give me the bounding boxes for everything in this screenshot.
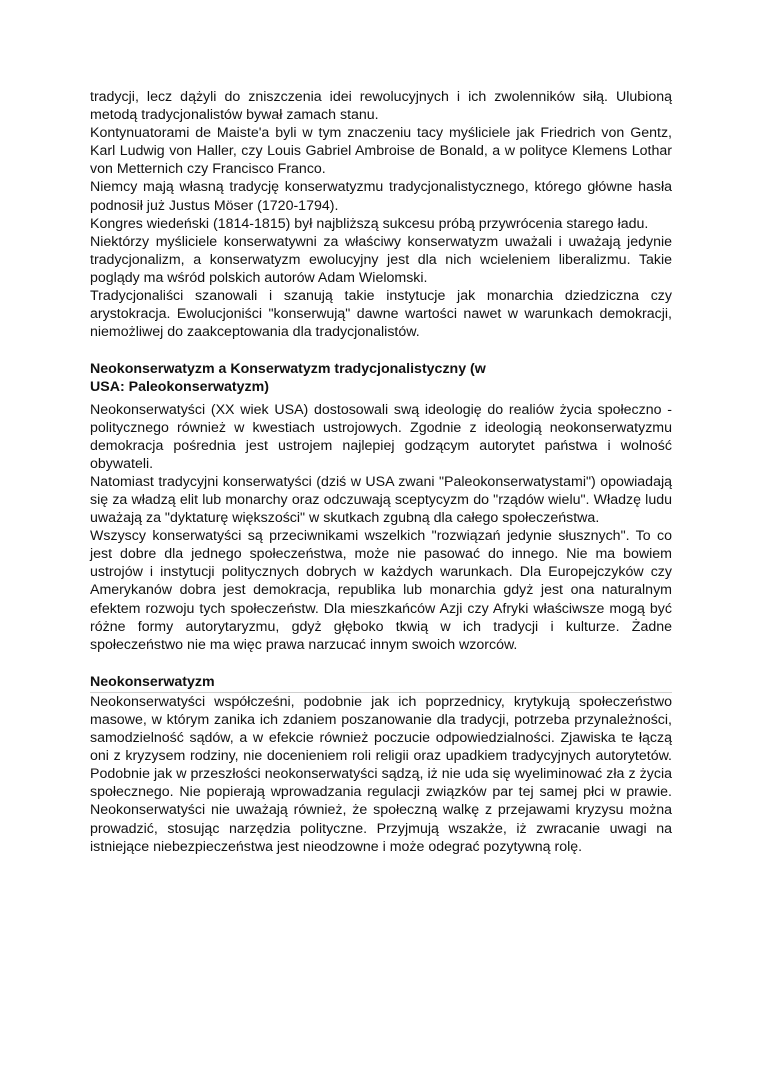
section-heading-neokonserwatyzm: Neokonserwatyzm <box>90 673 215 690</box>
section-heading-neo-vs-paleo <box>90 360 672 396</box>
paragraph-neokonserwatysci-xx-wiek: Neokonserwatyści (XX wiek USA) dostosowali swą ideologię do realiów życia społeczno - politycznego również w kwestiach ustrojowych. Zgodnie z ideologią neokonserwatyzmu demokracja pośrednia jest ustrojem najlepiej godzącym autorytet państwa i wolność obywateli. <box>90 401 672 472</box>
spacer <box>90 341 672 360</box>
heading-line-2: USA: Paleokonserwatyzm) <box>90 379 269 396</box>
spacer <box>90 654 672 673</box>
paragraph-kongres-wiedenski: Kongres wiedeński (1814-1815) był najbliższą sukcesu próbą przywrócenia starego ładu. <box>90 215 649 232</box>
heading-line-1: Neokonserwatyzm a Konserwatyzm tradycjonalistyczny (w <box>90 361 486 378</box>
paragraph-wszyscy-konserwatysci: Wszyscy konserwatyści są przeciwnikami wszelkich "rozwiązań jedynie słusznych". To co jest dobre dla jednego społeczeństwa, może nie pasować do innego. Nie ma bowiem ustrojów i instytucji politycznych dobrych w każdych warunkach. Dla Europejczyków czy Amerykanów dobra jest demokracja, republika lub monarchia gdyż jest ona naturalnym efektem rozwoju tych społeczeństw. Dla mieszkańców Azji czy Afryki właściwsze mogą być różne formy autorytaryzmu, gdyż głęboko tkwią w ich tradycji i kulturze. Żadne społeczeństwo nie ma więc prawa narzucać innym swoich wzorców. <box>90 528 672 653</box>
document-page <box>90 88 672 856</box>
paragraph-niemcy: Niemcy mają własną tradycję konserwatyzmu tradycjonalistycznego, którego główne hasła podnosił już Justus Möser (1720-1794). <box>90 179 672 214</box>
section-heading-neokonserwatyzm-wrap <box>90 673 672 693</box>
paragraph-kontynuatorzy: Kontynuatorami de Maiste'a byli w tym znaczeniu tacy myśliciele jak Friedrich von Gentz, Karl Ludwig von Haller, czy Louis Gabriel Ambroise de Bonald, a w polityce Klemens Lothar von Metternich czy Francisco Franco. <box>90 125 672 178</box>
paragraph-paleokonserwatysci: Natomiast tradycyjni konserwatyści (dziś w USA zwani "Paleokonserwatystami") opowiadają się za władzą elit lub monarchy oraz odczuwają sceptycyzm do "rządów wielu". Władzę ludu uważają za "dyktaturę większości" w skutkach zgubną dla całego społeczeństwa. <box>90 473 672 527</box>
paragraph-niektorzy-mysliciele: Niektórzy myśliciele konserwatywni za właściwy konserwatyzm uważali i uważają jedynie tradycjonalizm, a konserwatyzm ewolucyjny jest dla nich wcieleniem liberalizmu. Takie poglądy ma wśród polskich autorów Adam Wielomski. <box>90 233 672 286</box>
paragraph-tradycjonalisci-intro: tradycji, lecz dążyli do zniszczenia idei rewolucyjnych i ich zwolenników siłą. Ulubioną metodą tradycjonalistów bywał zamach stanu. <box>90 89 672 124</box>
paragraph-neokonserwatysci-wspolczesni: Neokonserwatyści współcześni, podobnie jak ich poprzednicy, krytykują społeczeństwo masowe, w którym zanika ich zdaniem poszanowanie dla tradycji, potrzeba przynależności, samodzielność sądów, a w efekcie również poczucie odpowiedzialności. Zjawiska te łączą oni z kryzysem rodziny, nie docenieniem roli religii oraz upadkiem tradycyjnych autorytetów. Podobnie jak w przeszłości neokonserwatyści sądzą, iż nie uda się wyeliminować zła z życia społecznego. Nie popierają wprowadzania regulacji związków par tej samej płci w prawie. Neokonserwatyści nie uważają również, że społeczną walkę z przejawami kryzysu można prowadzić, stosując narzędzia polityczne. Przyjmują wszakże, iż zwracanie uwagi na istniejące niebezpieczeństwa jest nieodzowne i może odegrać pozytywną rolę. <box>90 693 672 855</box>
paragraph-tradycjonalisci-instytucje: Tradycjonaliści szanowali i szanują takie instytucje jak monarchia dziedziczna czy arystokracja. Ewolucjoniści "konserwują" dawne wartości nawet w warunkach demokracji, niemożliwej do zaakceptowania dla tradycjonalistów. <box>90 288 672 341</box>
